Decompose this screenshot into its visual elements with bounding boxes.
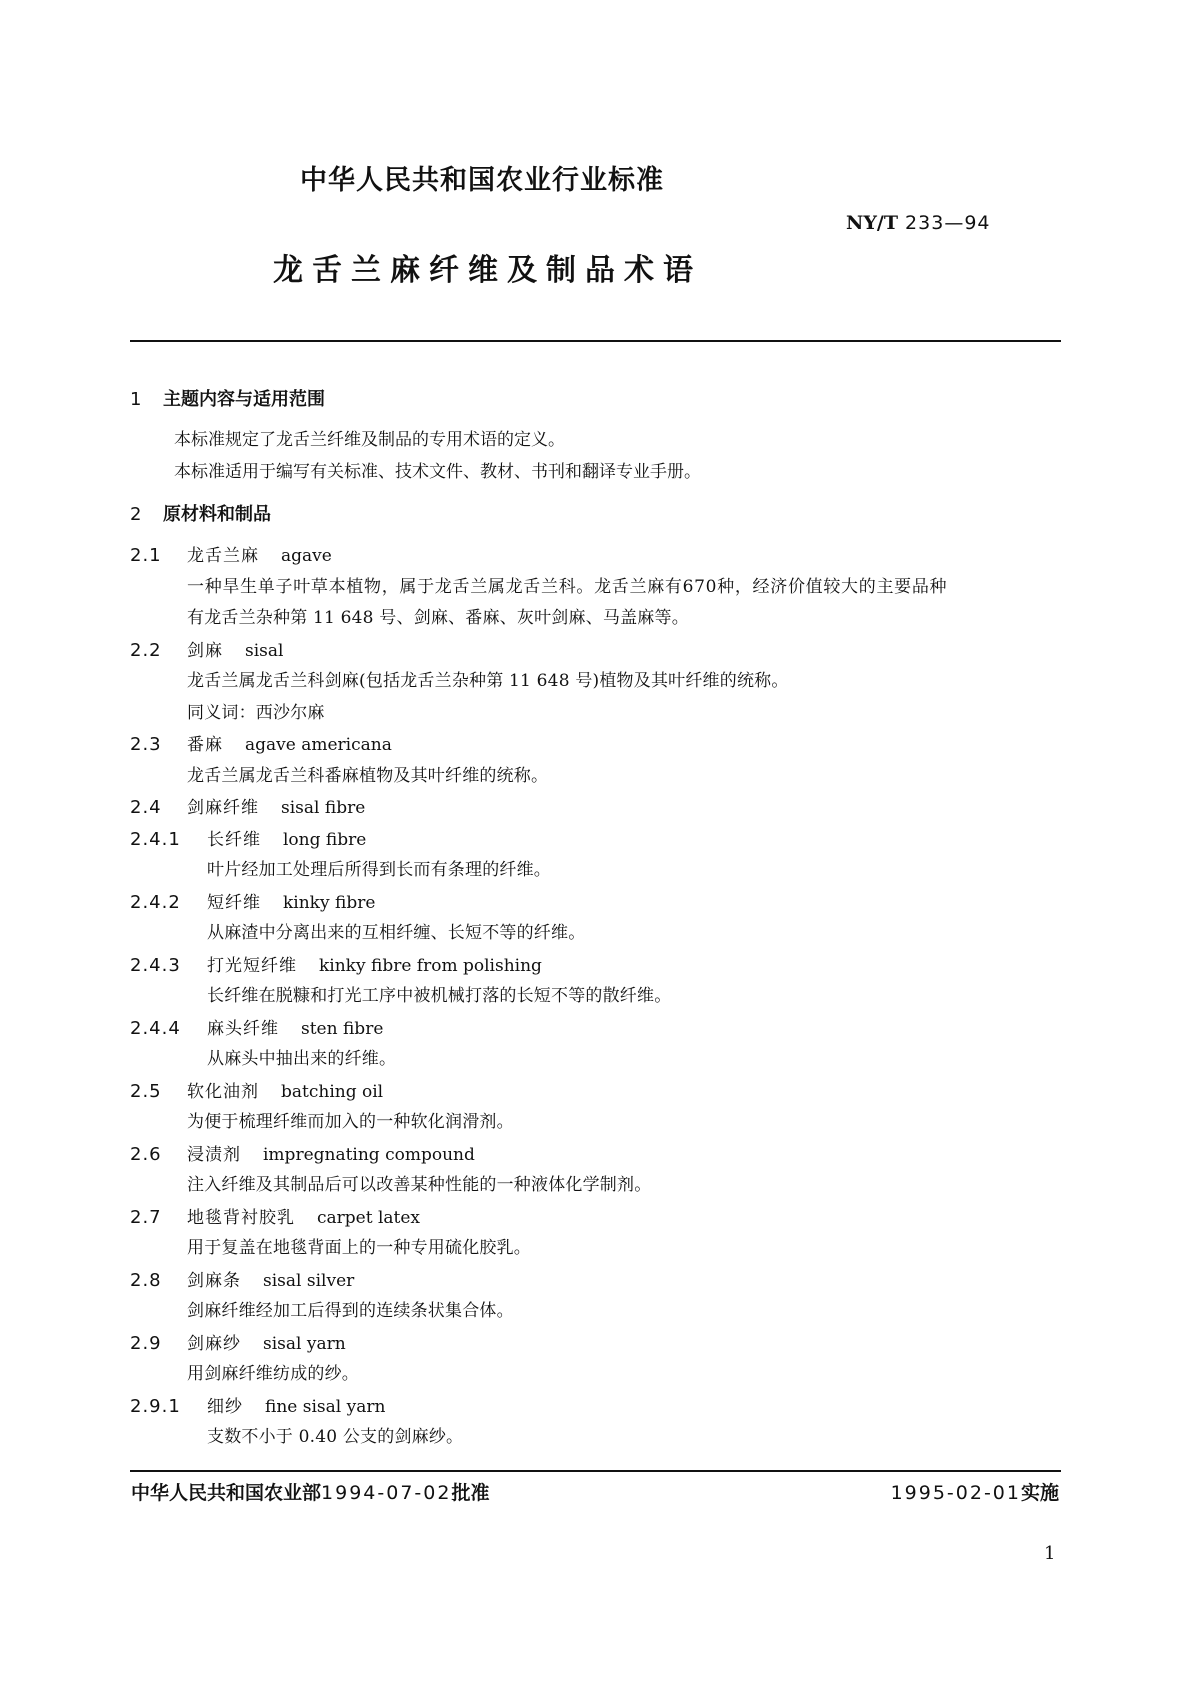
term-english: carpet latex [317, 1207, 421, 1228]
term-definition: 从麻头中抽出来的纤维。 [207, 1049, 397, 1069]
term-definition: 有龙舌兰杂种第 11 648 号、剑麻、番麻、灰叶剑麻、马盖麻等。 [187, 608, 689, 628]
term-chinese: 剑麻纤维 [187, 798, 259, 818]
term-english: batching oil [281, 1081, 384, 1102]
term-entry [130, 792, 1061, 824]
term-number: 2.5 [130, 1080, 162, 1102]
term-english: agave [281, 546, 332, 566]
term-entry [130, 1265, 1061, 1328]
term-english: fine sisal yarn [265, 1396, 386, 1417]
issuing-organization: 中华人民共和国农业行业标准 [300, 165, 664, 196]
term-chinese: 长纤维 [207, 829, 261, 850]
term-english: sisal [245, 640, 284, 661]
term-heading [130, 792, 1061, 824]
term-heading [130, 1139, 1061, 1171]
effective-label: 实施 [1020, 1482, 1059, 1504]
term-heading [130, 729, 1061, 761]
effective-date: 1995-02-01 [890, 1482, 1021, 1504]
term-english: kinky fibre from polishing [319, 955, 542, 976]
term-definition: 叶片经加工处理后所得到长而有条理的纤维。 [207, 860, 551, 880]
term-entry [130, 824, 1061, 887]
section-number: 1 [130, 389, 142, 410]
term-heading [130, 824, 1061, 856]
term-entry [130, 635, 1061, 730]
section-number: 2 [130, 504, 142, 525]
term-definition: 用剑麻纤维纺成的纱。 [187, 1364, 359, 1384]
section-title: 原材料和制品 [163, 504, 271, 525]
approval-statement [131, 1478, 489, 1505]
term-chinese: 地毯背衬胶乳 [187, 1207, 295, 1228]
term-number: 2.3 [130, 734, 162, 755]
term-number: 2.7 [130, 1206, 162, 1228]
term-number: 2.9.1 [130, 1395, 181, 1417]
term-heading [130, 1391, 1061, 1423]
term-number: 2.1 [130, 545, 162, 566]
term-heading [130, 1202, 1061, 1234]
term-english: sisal silver [263, 1270, 355, 1291]
term-entry [130, 729, 1061, 792]
term-definition: 注入纤维及其制品后可以改善某种性能的一种液体化学制剂。 [187, 1175, 652, 1195]
term-heading [130, 1076, 1061, 1108]
term-entry [130, 1202, 1061, 1265]
term-number: 2.4.1 [130, 828, 181, 850]
term-chinese: 剑麻纱 [187, 1333, 241, 1354]
term-chinese: 番麻 [187, 735, 223, 755]
term-heading [130, 950, 1061, 982]
term-heading [130, 1265, 1061, 1297]
paragraph: 本标准规定了龙舌兰纤维及制品的专用术语的定义。 [174, 430, 565, 450]
page-number: 1 [1044, 1543, 1056, 1564]
term-entry [130, 950, 1061, 1013]
term-entry [130, 1328, 1061, 1391]
term-number: 2.4.4 [130, 1017, 181, 1039]
term-definition: 剑麻纤维经加工后得到的连续条状集合体。 [187, 1301, 514, 1321]
term-entry [130, 1391, 1061, 1454]
term-heading [130, 1328, 1061, 1360]
term-entry [130, 1139, 1061, 1202]
term-entry [130, 887, 1061, 950]
term-chinese: 细纱 [207, 1396, 243, 1417]
term-definition: 从麻渣中分离出来的互相纤缠、长短不等的纤维。 [207, 923, 586, 943]
standard-code: 233—94 [898, 212, 991, 234]
term-number: 2.4.2 [130, 891, 181, 913]
term-entry [130, 1076, 1061, 1139]
effective-statement [891, 1478, 1059, 1505]
section-heading [130, 500, 1061, 531]
approval-label: 批准 [451, 1482, 490, 1504]
term-definition: 龙舌兰属龙舌兰科番麻植物及其叶纤维的统称。 [187, 765, 549, 786]
document-title: 龙舌兰麻纤维及制品术语 [273, 253, 702, 288]
term-chinese: 浸渍剂 [187, 1144, 241, 1165]
approver: 中华人民共和国农业部 [131, 1482, 322, 1504]
term-heading [130, 635, 1061, 667]
footer-divider [130, 1470, 1061, 1472]
document-body [130, 385, 1061, 1454]
term-definition: 用于复盖在地毯背面上的一种专用硫化胶乳。 [187, 1238, 531, 1258]
term-english: long fibre [283, 829, 367, 850]
term-number: 2.8 [130, 1269, 162, 1291]
term-definition: 长纤维在脱糠和打光工序中被机械打落的长短不等的散纤维。 [207, 986, 672, 1006]
section-title: 主题内容与适用范围 [163, 389, 325, 410]
term-chinese: 剑麻 [187, 640, 223, 661]
term-heading [130, 887, 1061, 919]
term-english: sisal fibre [281, 798, 366, 818]
header-divider [130, 340, 1061, 342]
standard-prefix: NY/T [846, 212, 899, 234]
term-synonym: 同义词：西沙尔麻 [187, 702, 325, 723]
term-definition: 支数不小于 0.40 公支的剑麻纱。 [207, 1427, 464, 1447]
term-number: 2.6 [130, 1143, 162, 1165]
term-number: 2.4.3 [130, 954, 181, 976]
section-heading [130, 385, 1061, 416]
term-definition: 龙舌兰属龙舌兰科剑麻(包括龙舌兰杂种第 11 648 号)植物及其叶纤维的统称。 [187, 671, 789, 691]
term-english: impregnating compound [263, 1144, 475, 1165]
paragraph: 本标准适用于编写有关标准、技术文件、教材、书刊和翻译专业手册。 [174, 461, 701, 482]
term-chinese: 麻头纤维 [207, 1018, 279, 1039]
term-heading [130, 540, 1061, 572]
term-english: sisal yarn [263, 1333, 346, 1354]
term-definition: 为便于梳理纤维而加入的一种软化润滑剂。 [187, 1112, 514, 1132]
term-english: agave americana [245, 735, 392, 755]
term-heading [130, 1013, 1061, 1045]
term-chinese: 短纤维 [207, 892, 261, 913]
term-chinese: 剑麻条 [187, 1270, 241, 1291]
term-number: 2.9 [130, 1332, 162, 1354]
approval-date: 1994-07-02 [321, 1482, 452, 1504]
term-entry [130, 540, 1061, 635]
standard-number [846, 212, 991, 234]
term-number: 2.2 [130, 639, 162, 661]
term-chinese: 龙舌兰麻 [187, 546, 259, 566]
term-chinese: 打光短纤维 [207, 955, 297, 976]
term-number: 2.4 [130, 797, 162, 818]
term-chinese: 软化油剂 [187, 1081, 259, 1102]
term-entry [130, 1013, 1061, 1076]
term-english: sten fibre [301, 1018, 384, 1039]
term-definition: 一种旱生单子叶草本植物，属于龙舌兰属龙舌兰科。龙舌兰麻有670种，经济价值较大的主要品种 [187, 576, 948, 597]
term-english: kinky fibre [283, 892, 376, 913]
